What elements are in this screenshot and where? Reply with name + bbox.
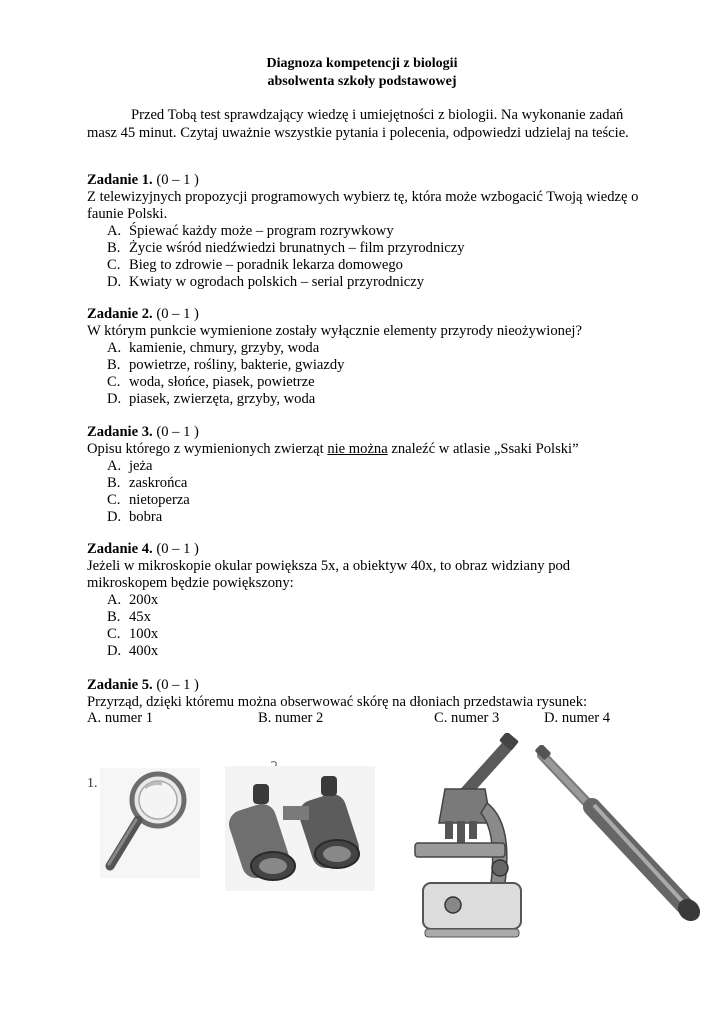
intro-paragraph: Przed Tobą test sprawdzający wiedzę i umiejętności z biologii. Na wykonanie zadań masz 45 minut. Czytaj uważnie wszystkie pytania i polecenia, odpowiedzi udzielaj na teście.	[87, 107, 629, 141]
option-text: numer 1	[104, 710, 154, 726]
option-c[interactable]	[107, 626, 647, 643]
figure-label-1: 1.	[87, 776, 98, 791]
option-d[interactable]	[107, 274, 647, 291]
option-text: numer 4	[561, 710, 611, 726]
option-d[interactable]	[544, 710, 610, 727]
option-c[interactable]	[434, 710, 499, 727]
option-d[interactable]	[107, 509, 647, 526]
option-text: Śpiewać każdy może – program rozrywkowy	[129, 223, 394, 239]
option-b[interactable]	[258, 710, 323, 727]
option-text: 45x	[129, 609, 151, 625]
binoculars-icon[interactable]	[225, 766, 375, 891]
option-text: 200x	[129, 592, 159, 608]
option-letter: B.	[107, 240, 121, 256]
microscope-icon[interactable]	[405, 733, 530, 945]
option-letter: B.	[107, 609, 121, 625]
task-4	[87, 541, 647, 660]
options-list	[87, 223, 647, 291]
task-title: Zadanie 4.	[87, 541, 153, 557]
task-question	[87, 441, 647, 458]
task-points: (0 – 1 )	[156, 306, 199, 322]
task-points: (0 – 1 )	[156, 677, 199, 693]
task-2-header	[87, 306, 647, 323]
option-text: numer 3	[451, 710, 500, 726]
task-3-header	[87, 424, 647, 441]
task-question: Przyrząd, dzięki któremu można obserwować skórę na dłoniach przedstawia rysunek:	[87, 694, 588, 710]
option-letter: D.	[107, 274, 122, 290]
options-list	[87, 458, 647, 526]
option-letter: A.	[107, 458, 122, 474]
option-d[interactable]	[107, 391, 647, 408]
option-letter: D.	[107, 643, 122, 659]
option-text: woda, słońce, piasek, powietrze	[129, 374, 315, 390]
task-question: Jeżeli w mikroskopie okular powiększa 5x, a obiektyw 40x, to obraz widziany pod mikroskopem będzie powiększony:	[87, 558, 571, 591]
option-a[interactable]	[107, 340, 647, 357]
task-question: W którym punkcie wymienione zostały wyłącznie elementy przyrody nieożywionej?	[87, 323, 582, 339]
question-emphasis: nie można	[327, 441, 388, 457]
option-b[interactable]	[107, 609, 647, 626]
option-letter: B.	[258, 710, 272, 726]
option-letter: C.	[434, 710, 448, 726]
option-letter: A.	[107, 592, 122, 608]
option-a[interactable]	[107, 458, 647, 475]
option-text: 100x	[129, 626, 159, 642]
task-title: Zadanie 3.	[87, 424, 153, 440]
magnifying-glass-icon[interactable]	[100, 768, 200, 878]
task-5	[87, 677, 647, 711]
task-points: (0 – 1 )	[156, 541, 199, 557]
option-text: bobra	[129, 509, 163, 525]
option-letter: A.	[107, 223, 122, 239]
task-question: Z telewizyjnych propozycji programowych wybierz tę, która może wzbogacić Twoją wiedzę o faunie Polski.	[87, 189, 639, 222]
task-3	[87, 424, 647, 526]
option-text: Bieg to zdrowie – poradnik lekarza domowego	[129, 257, 403, 273]
task-points: (0 – 1 )	[156, 172, 199, 188]
option-text: numer 2	[275, 710, 324, 726]
option-a[interactable]	[107, 592, 647, 609]
option-letter: B.	[107, 357, 121, 373]
task-points: (0 – 1 )	[156, 424, 199, 440]
task-title: Zadanie 2.	[87, 306, 153, 322]
option-b[interactable]	[107, 475, 647, 492]
option-letter: B.	[107, 475, 121, 491]
option-text: jeża	[129, 458, 153, 474]
option-letter: C.	[107, 374, 121, 390]
option-letter: C.	[107, 492, 121, 508]
option-c[interactable]	[107, 374, 647, 391]
option-a[interactable]	[87, 710, 153, 727]
option-c[interactable]	[107, 257, 647, 274]
task-2	[87, 306, 647, 408]
option-d[interactable]	[107, 643, 647, 660]
option-text: Życie wśród niedźwiedzi brunatnych – film przyrodniczy	[129, 240, 465, 256]
options-list	[87, 340, 647, 408]
option-letter: D.	[107, 391, 122, 407]
page-title: Diagnoza kompetencji z biologii	[266, 56, 458, 71]
task-1-header	[87, 172, 647, 189]
option-text: 400x	[129, 643, 159, 659]
options-list	[87, 592, 647, 660]
option-text: nietoperza	[129, 492, 190, 508]
option-letter: C.	[107, 257, 121, 273]
task-1	[87, 172, 647, 291]
task-title: Zadanie 1.	[87, 172, 153, 188]
question-text: Opisu którego z wymienionych zwierząt	[87, 441, 328, 457]
task-title: Zadanie 5.	[87, 677, 153, 693]
option-b[interactable]	[107, 240, 647, 257]
option-a[interactable]	[107, 223, 647, 240]
option-letter: A.	[87, 710, 102, 726]
option-text: zaskrońca	[129, 475, 188, 491]
option-letter: D.	[107, 509, 122, 525]
option-c[interactable]	[107, 492, 647, 509]
task-4-header	[87, 541, 647, 558]
option-letter: D.	[544, 710, 559, 726]
option-text: powietrze, rośliny, bakterie, gwiazdy	[129, 357, 345, 373]
page-subtitle: absolwenta szkoły podstawowej	[267, 74, 457, 89]
option-text: Kwiaty w ogrodach polskich – serial przyrodniczy	[129, 274, 425, 290]
option-b[interactable]	[107, 357, 647, 374]
option-letter: C.	[107, 626, 121, 642]
option-text: kamienie, chmury, grzyby, woda	[129, 340, 320, 356]
option-text: piasek, zwierzęta, grzyby, woda	[129, 391, 316, 407]
task-5-header	[87, 677, 647, 694]
option-letter: A.	[107, 340, 122, 356]
question-text: znaleźć w atlasie „Ssaki Polski”	[387, 441, 579, 457]
telescope-icon[interactable]	[534, 745, 704, 925]
